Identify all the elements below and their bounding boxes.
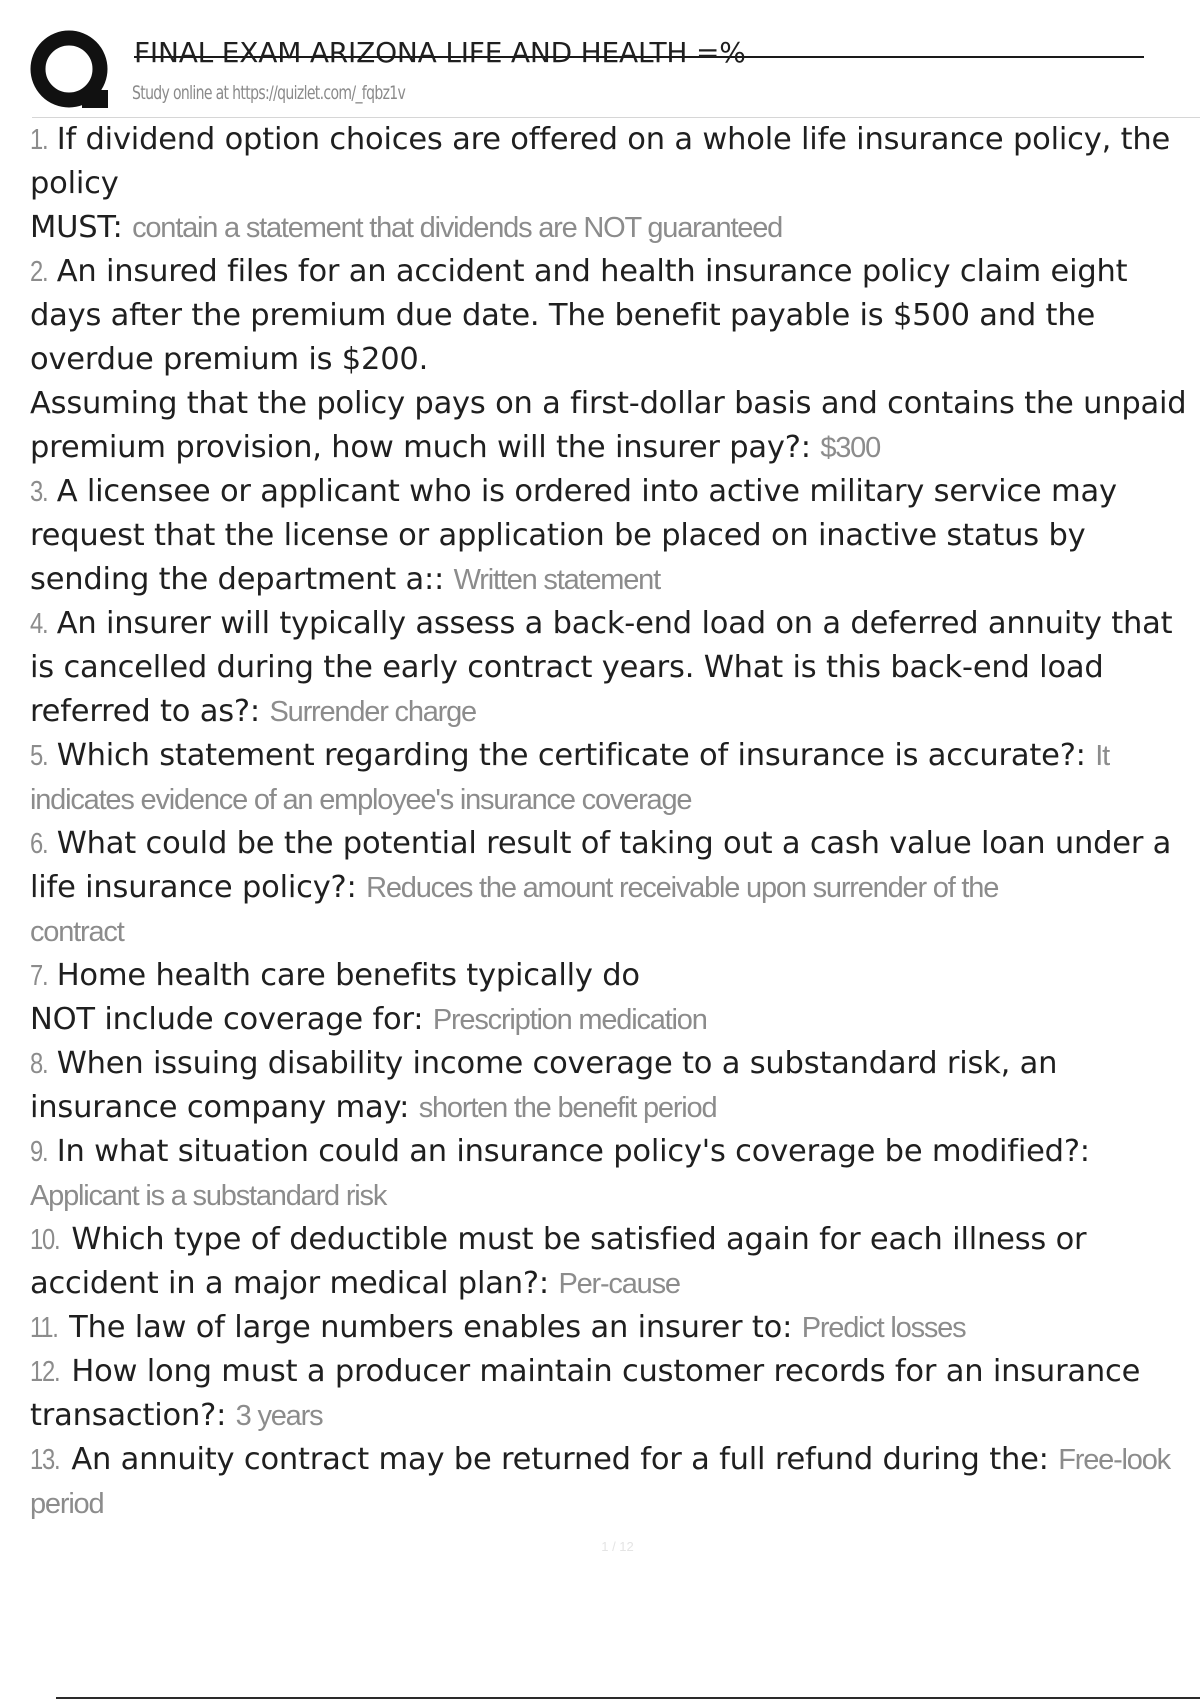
question-number: 5.	[30, 740, 48, 772]
question-number: 8.	[30, 1048, 48, 1080]
quizlet-q-logo-icon	[30, 30, 112, 112]
qa-item	[30, 470, 1200, 602]
question-answer-list	[30, 118, 1200, 1526]
question-text: The law of large numbers enables an insurer to:	[69, 1310, 793, 1345]
question-text: Home health care benefits typically do NOT include coverage for:	[30, 958, 640, 1037]
qa-item	[30, 1042, 1200, 1130]
footer-rule	[56, 1697, 1200, 1699]
qa-item	[30, 1438, 1200, 1526]
document-title: FINAL EXAM ARIZONA LIFE AND HEALTH =%	[134, 36, 746, 69]
question-number: 10.	[30, 1224, 60, 1256]
qa-item	[30, 250, 1200, 470]
answer-text: $300	[820, 432, 881, 464]
answer-text: Prescription medication	[432, 1004, 707, 1036]
page-number: 1 / 12	[601, 1539, 634, 1554]
qa-item	[30, 734, 1200, 822]
question-number: 9.	[30, 1136, 48, 1168]
question-text: An insurer will typically assess a back-end load on a deferred annuity that is cancelled during the early contract years. What is this back-end load referred to as?:	[30, 606, 1182, 729]
question-number: 6.	[30, 828, 48, 860]
question-text: An annuity contract may be returned for a full refund during the:	[71, 1442, 1049, 1477]
question-number: 2.	[30, 256, 48, 288]
question-text: Which type of deductible must be satisfied again for each illness or accident in a major medical plan?:	[30, 1222, 1096, 1301]
qa-item	[30, 1218, 1200, 1306]
question-text: In what situation could an insurance policy's coverage be modified?:	[56, 1134, 1090, 1169]
answer-text: Predict losses	[801, 1312, 966, 1344]
question-text: A licensee or applicant who is ordered into active military service may request that the license or application be placed on inactive status by sending the department a::	[30, 474, 1127, 597]
qa-item	[30, 954, 1200, 1042]
qa-item	[30, 118, 1200, 250]
question-number: 4.	[30, 608, 48, 640]
question-number: 1.	[30, 124, 48, 156]
qa-item	[30, 822, 1200, 954]
answer-text: Written statement	[453, 564, 660, 596]
question-text: How long must a producer maintain customer records for an insurance transaction?:	[30, 1354, 1150, 1433]
answer-text: Per-cause	[558, 1268, 680, 1300]
answer-text: Free-look period	[30, 1444, 1177, 1520]
question-number: 12.	[30, 1356, 60, 1388]
question-number: 3.	[30, 476, 48, 508]
question-text: If dividend option choices are offered on a whole life insurance policy, the policy MUST:	[30, 122, 1171, 245]
answer-text: Applicant is a substandard risk	[30, 1180, 387, 1212]
qa-item	[30, 1350, 1200, 1438]
question-text: When issuing disability income coverage to a substandard risk, an insurance company may:	[30, 1046, 1067, 1125]
answer-text: shorten the benefit period	[418, 1092, 717, 1124]
study-online-link[interactable]: Study online at https://quizlet.com/_fqbz1v	[132, 82, 406, 104]
answer-text: contain a statement that dividends are NOT guaranteed	[132, 212, 783, 244]
question-number: 13.	[30, 1444, 60, 1476]
question-number: 7.	[30, 960, 48, 992]
qa-item	[30, 1306, 1200, 1350]
qa-item	[30, 602, 1200, 734]
answer-text: 3 years	[235, 1400, 323, 1432]
answer-text: Reduces the amount receivable upon surrender of the contract	[30, 872, 999, 948]
answer-text: Surrender charge	[269, 696, 476, 728]
qa-item	[30, 1130, 1200, 1218]
question-number: 11.	[30, 1312, 58, 1344]
answer-text: It indicates evidence of an employee's insurance coverage	[30, 740, 1116, 816]
question-text: Which statement regarding the certificate of insurance is accurate?:	[56, 738, 1086, 773]
question-text: An insured files for an accident and health insurance policy claim eight days after the premium due date. The benefit payable is $500 and the overdue premium is $200. Assuming that the policy pays on a first-dollar basis and contains the unpaid premium provision, how much will the insurer pay?:	[30, 254, 1187, 465]
question-text: What could be the potential result of taking out a cash value loan under a life insurance policy?:	[30, 826, 1181, 905]
